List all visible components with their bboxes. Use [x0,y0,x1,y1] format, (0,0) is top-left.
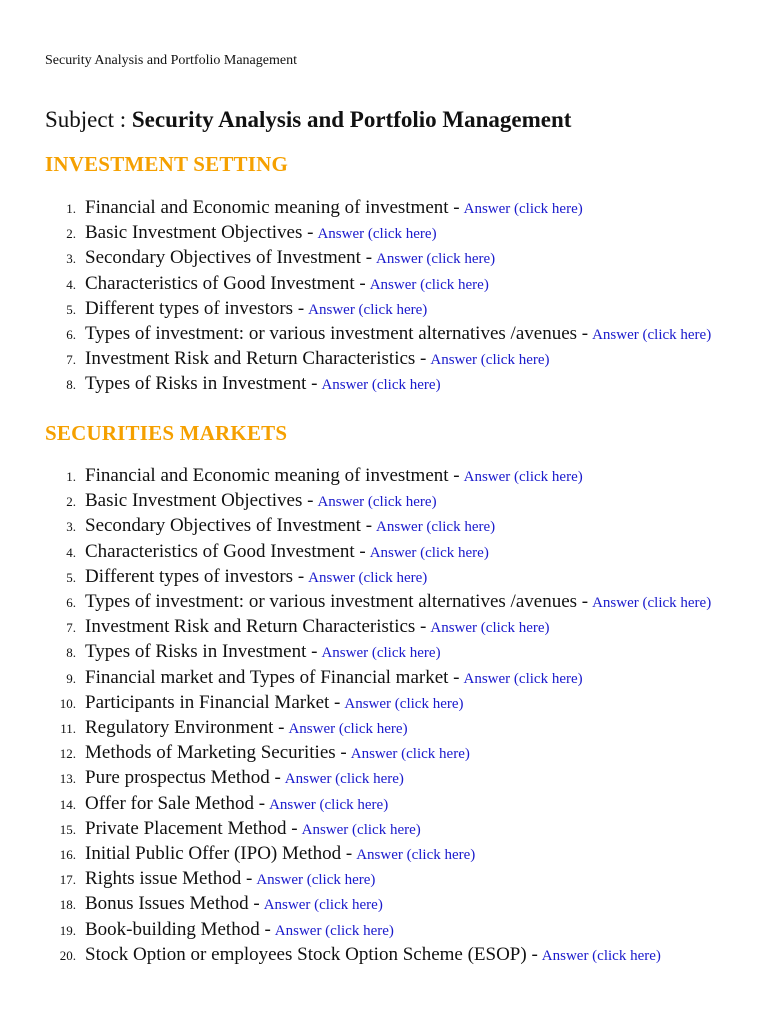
item-number: 12. [59,746,76,762]
item-number: 5. [66,301,76,317]
list-item [45,918,725,943]
answer-link[interactable]: Answer (click here) [592,327,712,344]
topic-list-investment-setting [45,196,725,398]
item-text: Financial market and Types of Financial market - [85,666,460,688]
item-number: 7. [66,352,76,368]
section-heading-securities-markets: SECURITIES MARKETS [45,421,288,445]
item-number: 16. [59,847,76,863]
item-text: Financial and Economic meaning of investment - [85,465,460,486]
item-text: Financial and Economic meaning of investment - [85,197,460,218]
answer-link[interactable]: Answer (click here) [463,670,583,687]
answer-link[interactable]: Answer (click here) [256,872,376,889]
item-text: Different types of investors - [85,297,305,319]
list-item [45,489,725,514]
list-item [45,322,725,347]
answer-link[interactable]: Answer (click here) [344,695,464,712]
list-item [45,464,725,489]
item-text: Stock Option or employees Stock Option Scheme (ESOP) - [85,943,538,965]
answer-link[interactable]: Answer (click here) [274,922,394,939]
item-text: Types of Risks in Investment - [85,373,318,395]
answer-link[interactable]: Answer (click here) [369,544,489,561]
list-item [45,817,725,842]
answer-link[interactable]: Answer (click here) [308,301,428,318]
item-text: Offer for Sale Method - [85,792,266,814]
item-number: 13. [59,771,76,787]
list-item [45,892,725,917]
item-number: 18. [59,897,76,913]
section-heading-investment-setting: INVESTMENT SETTING [45,152,289,176]
list-item [45,691,725,716]
answer-link[interactable]: Answer (click here) [350,746,470,763]
item-text: Secondary Objectives of Investment - [85,515,373,537]
list-item [45,716,725,741]
answer-link[interactable]: Answer (click here) [430,352,550,369]
item-number: 6. [66,327,76,343]
answer-link[interactable]: Answer (click here) [317,494,437,511]
item-text: Investment Risk and Return Characteristics - [85,616,427,638]
answer-link[interactable]: Answer (click here) [463,469,583,485]
item-text: Types of investment: or various investment alternatives /avenues - [85,323,589,345]
list-item [45,943,725,968]
item-text: Basic Investment Objectives - [85,490,314,512]
item-number: 1. [66,469,76,484]
answer-link[interactable]: Answer (click here) [308,569,428,586]
item-number: 3. [66,251,76,267]
list-item [45,272,725,297]
list-item [45,867,725,892]
list-item [45,565,725,590]
list-item [45,666,725,691]
list-item [45,792,725,817]
item-number: 2. [66,494,76,510]
list-item [45,347,725,372]
answer-link[interactable]: Answer (click here) [376,251,496,268]
list-item [45,615,725,640]
item-number: 4. [66,276,76,292]
item-number: 9. [66,670,76,686]
item-number: 11. [60,721,76,737]
answer-link[interactable]: Answer (click here) [321,645,441,662]
answer-link[interactable]: Answer (click here) [376,519,496,536]
list-item [45,514,725,539]
item-number: 8. [66,377,76,393]
subject-line [45,105,571,135]
running-header: Security Analysis and Portfolio Management [45,53,297,68]
list-item [45,297,725,322]
item-number: 5. [66,569,76,585]
item-number: 3. [66,519,76,535]
item-text: Types of Risks in Investment - [85,641,318,663]
subject-prefix: Subject : [45,107,127,132]
item-text: Types of investment: or various investment alternatives /avenues - [85,591,589,613]
item-text: Bonus Issues Method - [85,893,260,915]
answer-link[interactable]: Answer (click here) [369,276,489,293]
list-item [45,842,725,867]
item-number: 15. [59,821,76,837]
item-text: Regulatory Environment - [85,717,285,739]
item-number: 4. [66,544,76,560]
list-item [45,372,725,397]
answer-link[interactable]: Answer (click here) [592,595,712,612]
answer-link[interactable]: Answer (click here) [301,821,421,838]
answer-link[interactable]: Answer (click here) [356,847,476,864]
item-text: Initial Public Offer (IPO) Method - [85,843,353,865]
item-number: 17. [59,872,76,888]
item-number: 10. [59,695,76,711]
list-item [45,640,725,665]
answer-link[interactable]: Answer (click here) [288,721,408,738]
answer-link[interactable]: Answer (click here) [317,226,437,243]
item-text: Characteristics of Good Investment - [85,272,366,294]
item-text: Different types of investors - [85,565,305,587]
item-text: Rights issue Method - [85,868,253,890]
list-item [45,590,725,615]
item-number: 8. [66,645,76,661]
item-text: Basic Investment Objectives - [85,222,314,244]
item-text: Private Placement Method - [85,817,298,839]
list-item [45,221,725,246]
list-item [45,540,725,565]
item-number: 14. [59,796,76,812]
item-number: 1. [66,201,76,216]
list-item [45,741,725,766]
answer-link[interactable]: Answer (click here) [263,897,383,914]
item-text: Secondary Objectives of Investment - [85,247,373,269]
item-text: Investment Risk and Return Characteristics - [85,348,427,370]
answer-link[interactable]: Answer (click here) [321,377,441,394]
list-item [45,196,725,221]
item-text: Participants in Financial Market - [85,691,341,713]
item-number: 19. [59,922,76,938]
answer-link[interactable]: Answer (click here) [463,201,583,217]
item-text: Methods of Marketing Securities - [85,742,347,764]
item-text: Pure prospectus Method - [85,767,281,789]
list-item [45,246,725,271]
answer-link[interactable]: Answer (click here) [430,620,550,637]
item-number: 6. [66,595,76,611]
item-number: 2. [66,226,76,242]
topic-list-securities-markets [45,464,725,968]
item-text: Book-building Method - [85,918,271,940]
answer-link[interactable]: Answer (click here) [284,771,404,788]
list-item [45,766,725,791]
subject-title: Security Analysis and Portfolio Management [131,107,572,132]
item-number: 7. [66,620,76,636]
answer-link[interactable]: Answer (click here) [269,796,389,813]
answer-link[interactable]: Answer (click here) [541,947,661,964]
item-number: 20. [59,947,76,963]
item-text: Characteristics of Good Investment - [85,540,366,562]
